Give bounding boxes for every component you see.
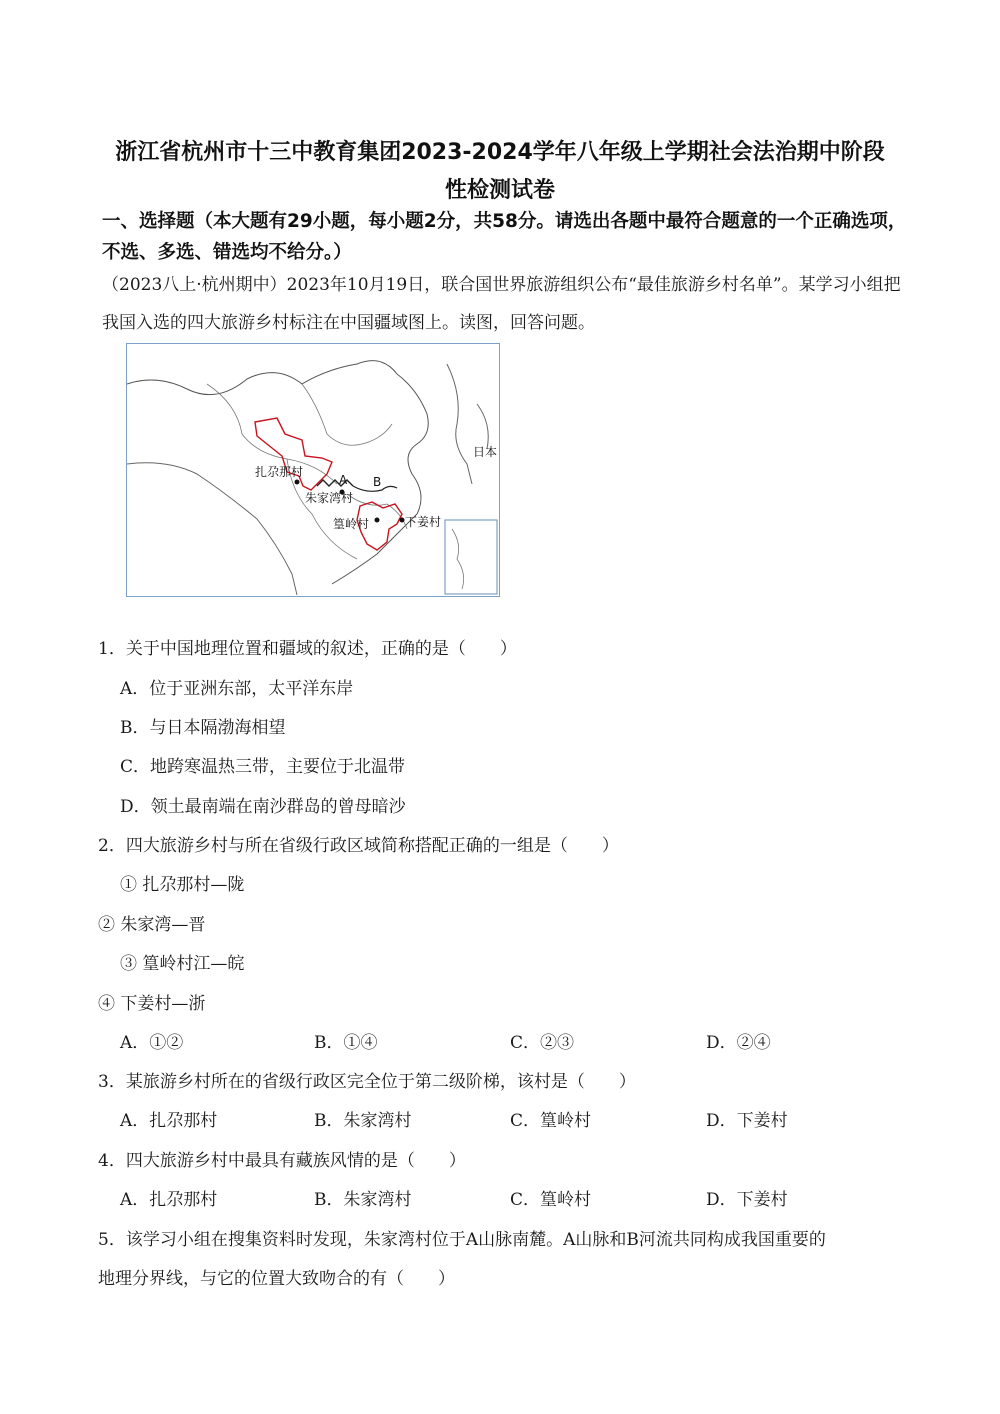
question-2-option-b: B．①④ (314, 1033, 378, 1053)
map-label-zhujiawan: 朱家湾村 (305, 491, 354, 505)
question-2-item-1: ① 扎尕那村—陇 (120, 875, 245, 895)
question-2-item-2: ② 朱家湾—晋 (98, 915, 206, 935)
question-3-option-a: A．扎尕那村 (120, 1111, 218, 1131)
question-5-stem-line-2: 地理分界线，与它的位置大致吻合的有（ ） (98, 1269, 455, 1289)
question-4-option-b: B．朱家湾村 (314, 1190, 412, 1210)
map-label-xiajiang: 下姜村 (405, 515, 442, 529)
question-4-option-c: C．篁岭村 (510, 1190, 592, 1210)
question-3-option-b: B．朱家湾村 (314, 1111, 412, 1131)
question-3-option-d: D．下姜村 (706, 1111, 788, 1131)
question-1-option-c: C．地跨寒温热三带，主要位于北温带 (120, 757, 406, 777)
question-1-stem: 1．关于中国地理位置和疆域的叙述，正确的是（ ） (98, 639, 517, 659)
question-2-option-a: A．①② (120, 1033, 184, 1053)
question-1-option-b: B．与日本隔渤海相望 (120, 718, 286, 738)
map-label-b: B (373, 475, 382, 489)
map-label-zhagana: 扎尕那村 (255, 465, 304, 479)
map-label-japan: 日本 (473, 445, 498, 459)
intro-paragraph: （2023八上·杭州期中）2023年10月19日，联合国世界旅游组织公布“最佳旅游乡村名单”。某学习小组把我国入选的四大旅游乡村标注在中国疆域图上。读图，回答问题。 (102, 275, 901, 333)
question-1-option-d: D．领土最南端在南沙群岛的曾母暗沙 (120, 797, 406, 817)
question-2-option-d: D．②④ (706, 1033, 771, 1053)
map-label-a: A (339, 473, 348, 487)
exam-title (60, 134, 940, 210)
title-line-2: 性检测试卷 (444, 178, 555, 203)
question-4-option-d: D．下姜村 (706, 1190, 788, 1210)
question-1-option-a: A．位于亚洲东部，太平洋东岸 (120, 679, 354, 699)
question-5-stem-line-1: 5．该学习小组在搜集资料时发现，朱家湾村位于A山脉南麓。A山脉和B河流共同构成我国重要的 (98, 1230, 826, 1250)
question-3-stem: 3．某旅游乡村所在的省级行政区完全位于第二级阶梯，该村是（ ） (98, 1072, 636, 1092)
question-3-option-c: C．篁岭村 (510, 1111, 592, 1131)
question-2-item-3: ③ 篁岭村江—皖 (120, 954, 245, 974)
question-2-stem: 2．四大旅游乡村与所在省级行政区域简称搭配正确的一组是（ ） (98, 836, 619, 856)
question-2-item-4: ④ 下姜村—浙 (98, 994, 206, 1014)
title-line-1: 浙江省杭州市十三中教育集团2023-2024学年八年级上学期社会法治期中阶段 (115, 140, 885, 165)
question-4-option-a: A．扎尕那村 (120, 1190, 218, 1210)
question-2-option-c: C．②③ (510, 1033, 575, 1053)
map-label-huangling: 篁岭村 (333, 517, 370, 531)
question-4-stem: 4．四大旅游乡村中最具有藏族风情的是（ ） (98, 1151, 466, 1171)
section-heading: 一、选择题（本大题有29小题，每小题2分，共58分。请选出各题中最符合题意的一个正确选项，不选、多选、错选均不给分。） (102, 211, 907, 263)
map-drawing (127, 344, 498, 595)
china-map-figure (126, 343, 500, 597)
